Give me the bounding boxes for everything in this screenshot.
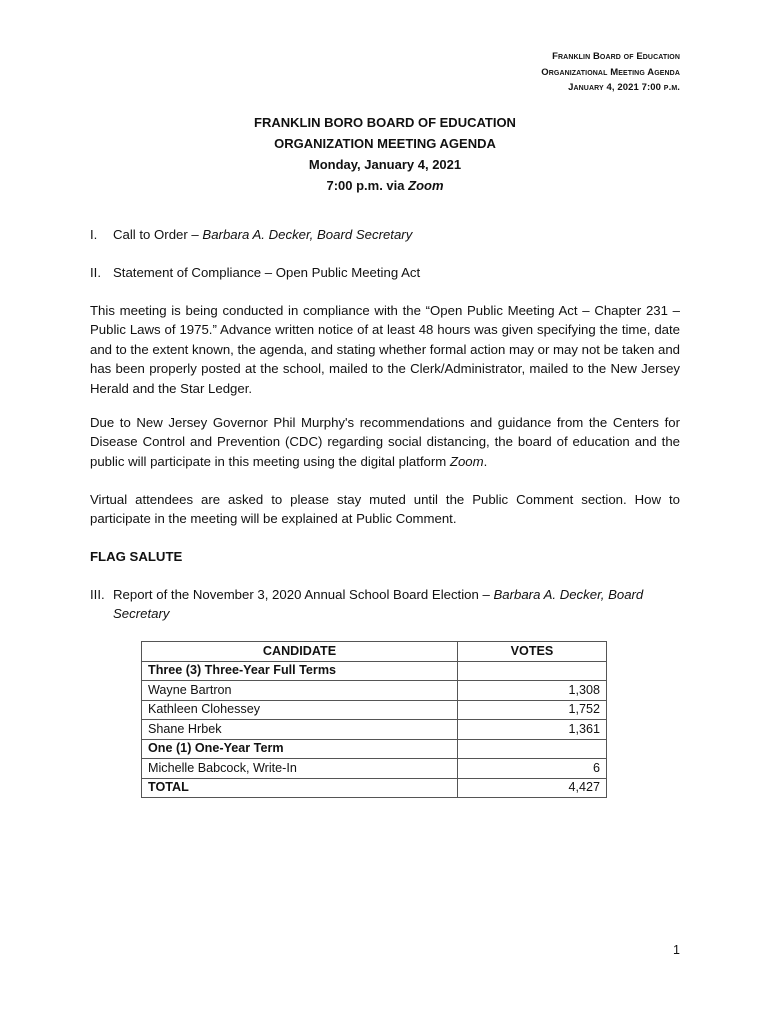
section-numeral: II. [90, 265, 101, 280]
table-row: Shane Hrbek 1,361 [142, 720, 607, 740]
header-votes: VOTES [458, 642, 607, 662]
virtual-attendees-paragraph: Virtual attendees are asked to please stay muted until the Public Comment section. How to participate in the meeting will be explained at Public Comment. [90, 492, 680, 527]
header-meeting: Organizational Meeting Agenda [541, 66, 680, 78]
table-row-total: TOTAL 4,427 [142, 778, 607, 798]
title-date: Monday, January 4, 2021 [308, 157, 462, 172]
header-date: January 4, 2021 7:00 p.m. [568, 82, 680, 93]
flag-salute-heading: FLAG SALUTE [90, 549, 183, 564]
table-row: Michelle Babcock, Write-In 6 [142, 759, 607, 779]
header-candidate: CANDIDATE [142, 642, 458, 662]
page-number: 1 [673, 943, 680, 957]
header-org: Franklin Board of Education [552, 51, 680, 62]
election-results-table [141, 641, 607, 798]
section-election-report: III. Report of the November 3, 2020 Annual School Board Election – Barbara A. Decker, Board Secretary [90, 587, 644, 622]
table-row: One (1) One-Year Term [142, 739, 607, 759]
title-board: FRANKLIN BORO BOARD OF EDUCATION [254, 115, 516, 130]
compliance-paragraph: This meeting is being conducted in compliance with the “Open Public Meeting Act – Chapter 231 – Public Laws of 1975.” Advance written notice of at least 48 hours was given specifying the time, date and to the extent known, the agenda, and stating whether formal action may or may not be taken and has been properly posted at the school, mailed to the Clerk/Administrator, mailed to the New Jersey Herald and the Star Ledger. [90, 303, 680, 396]
section-statement-of-compliance: II. Statement of Compliance – Open Public Meeting Act [90, 263, 420, 282]
table-row: Kathleen Clohessey 1,752 [142, 700, 607, 720]
section-numeral: I. [90, 227, 98, 242]
section-call-to-order: I. Call to Order – Barbara A. Decker, Board Secretary [90, 225, 412, 244]
table-header-row [142, 642, 607, 662]
covid-paragraph: Due to New Jersey Governor Phil Murphy's recommendations and guidance from the Centers for Disease Control and Prevention (CDC) regarding social distancing, the board of education and the public will participate in this meeting using the digital platform Zoom. [90, 415, 680, 469]
section-numeral: III. [90, 587, 105, 602]
title-agenda: ORGANIZATION MEETING AGENDA [274, 136, 496, 151]
table-row: Three (3) Three-Year Full Terms [142, 661, 607, 681]
document-title [0, 112, 770, 196]
running-header [541, 49, 680, 96]
table-row: Wayne Bartron 1,308 [142, 681, 607, 701]
title-time: 7:00 p.m. via Zoom [326, 178, 444, 193]
